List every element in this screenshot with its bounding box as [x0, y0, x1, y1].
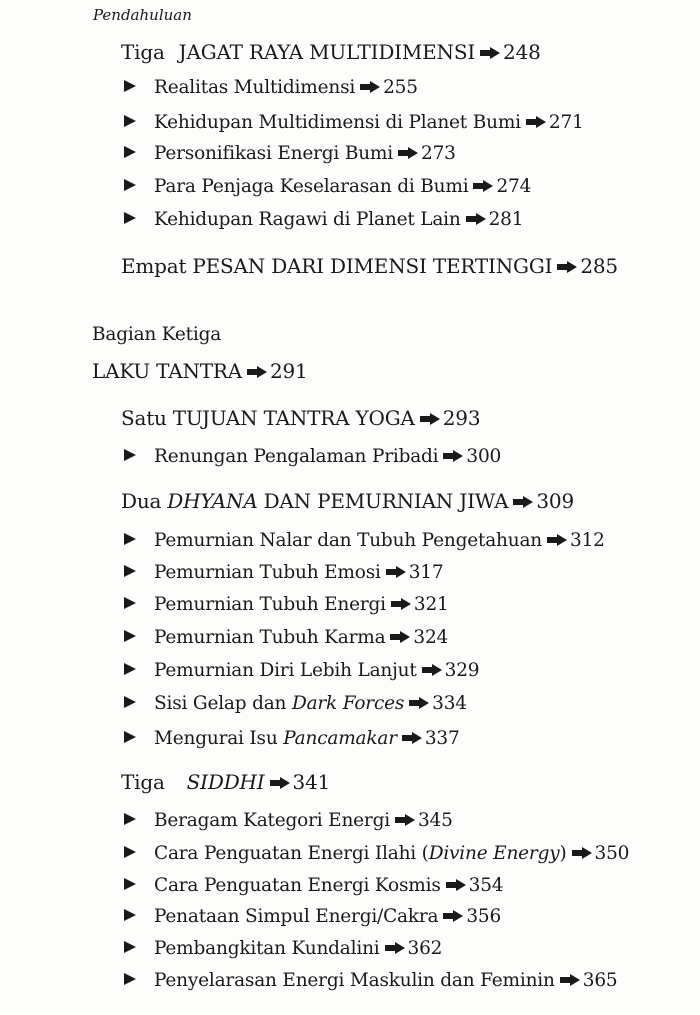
- toc-item[interactable]: [124, 176, 531, 197]
- toc-item[interactable]: [124, 906, 501, 927]
- toc-item[interactable]: [124, 810, 453, 831]
- bullet-icon: [124, 973, 136, 985]
- item-label: Para Penjaga Keselarasan di Bumi: [154, 176, 469, 197]
- item-label-italic: Dark Forces: [291, 693, 405, 714]
- page-number: 365: [582, 970, 618, 991]
- arrow-right-icon: [398, 147, 418, 159]
- item-label: Renungan Pengalaman Pribadi: [154, 446, 439, 467]
- item-label: Realitas Multidimensi: [154, 77, 356, 98]
- item-label-italic: Pancamakar: [283, 728, 397, 749]
- item-label: Pemurnian Tubuh Karma: [154, 627, 386, 648]
- toc-chapter-tujuan-tantra[interactable]: [121, 406, 480, 430]
- bullet-icon: [124, 630, 136, 642]
- item-label-tail: ): [559, 843, 567, 864]
- bullet-icon: [124, 846, 136, 858]
- arrow-right-icon: [386, 566, 406, 578]
- bullet-icon: [124, 146, 136, 158]
- arrow-right-icon: [391, 598, 411, 610]
- page-number: 341: [292, 770, 331, 794]
- toc-item[interactable]: [124, 627, 448, 648]
- arrow-right-icon: [572, 847, 592, 859]
- chapter-title-italic: DHYANA: [167, 489, 258, 513]
- item-label: Cara Penguatan Energi Kosmis: [154, 875, 441, 896]
- chapter-number: Dua: [121, 489, 162, 513]
- arrow-right-icon: [446, 879, 466, 891]
- bullet-icon: [124, 597, 136, 609]
- toc-chapter-pesan[interactable]: [121, 254, 618, 278]
- item-label: Pemurnian Nalar dan Tubuh Pengetahuan: [154, 530, 542, 551]
- bullet-icon: [124, 941, 136, 953]
- page-number: 300: [466, 446, 502, 467]
- item-label: Sisi Gelap dan: [154, 693, 287, 714]
- toc-item[interactable]: [124, 938, 442, 959]
- item-label: Pembangkitan Kundalini: [154, 938, 380, 959]
- item-label: Pemurnian Tubuh Energi: [154, 594, 386, 615]
- toc-item[interactable]: [124, 77, 418, 98]
- chapter-number: Satu: [121, 406, 167, 430]
- bullet-icon: [124, 212, 136, 224]
- page-number: 321: [413, 594, 449, 615]
- bullet-icon: [124, 878, 136, 890]
- chapter-number: Tiga: [121, 770, 165, 794]
- bullet-icon: [124, 179, 136, 191]
- bullet-icon: [124, 813, 136, 825]
- arrow-right-icon: [270, 777, 290, 789]
- chapter-number: Tiga: [121, 40, 165, 64]
- toc-chapter-siddhi[interactable]: [121, 770, 330, 794]
- page-number: 312: [570, 530, 605, 551]
- toc-item[interactable]: [124, 209, 523, 230]
- bullet-icon: [124, 533, 136, 545]
- page-number: 255: [383, 77, 418, 98]
- toc-item[interactable]: [124, 446, 501, 467]
- item-label: Personifikasi Energi Bumi: [154, 143, 393, 164]
- bullet-icon: [124, 909, 136, 921]
- page-number: 285: [580, 254, 618, 278]
- page-number: 337: [424, 728, 460, 749]
- chapter-title: PESAN DARI DIMENSI TERTINGGI: [192, 254, 553, 278]
- bullet-icon: [124, 696, 136, 708]
- page-number: 293: [442, 406, 481, 430]
- toc-chapter-jagat-raya[interactable]: [121, 40, 541, 64]
- page-number: 248: [503, 40, 541, 64]
- arrow-right-icon: [247, 366, 267, 378]
- toc-item[interactable]: [124, 660, 479, 681]
- arrow-right-icon: [402, 732, 422, 744]
- toc-item[interactable]: [124, 530, 605, 551]
- item-label: Penyelarasan Energi Maskulin dan Feminin: [154, 970, 555, 991]
- item-label: Cara Penguatan Energi Ilahi (: [154, 843, 429, 864]
- item-label: Kehidupan Multidimensi di Planet Bumi: [154, 112, 521, 133]
- item-label-italic: Divine Energy: [428, 843, 560, 864]
- page-number: 350: [594, 843, 630, 864]
- arrow-right-icon: [420, 413, 440, 425]
- arrow-right-icon: [466, 213, 486, 225]
- chapter-number: Empat: [121, 254, 187, 278]
- arrow-right-icon: [557, 261, 577, 273]
- arrow-right-icon: [526, 116, 546, 128]
- toc-item[interactable]: [124, 594, 449, 615]
- arrow-right-icon: [480, 47, 500, 59]
- part-title: LAKU TANTRA: [92, 359, 242, 383]
- arrow-right-icon: [547, 534, 567, 546]
- page-number: 273: [421, 143, 456, 164]
- toc-item[interactable]: [124, 143, 456, 164]
- chapter-title: JAGAT RAYA MULTIDIMENSI: [178, 40, 476, 64]
- item-label: Beragam Kategori Energi: [154, 810, 390, 831]
- item-label: Kehidupan Ragawi di Planet Lain: [154, 209, 461, 230]
- page-number: 317: [408, 562, 444, 583]
- part-label: Bagian Ketiga: [92, 324, 222, 345]
- toc-item[interactable]: [124, 112, 584, 133]
- arrow-right-icon: [443, 910, 463, 922]
- bullet-icon: [124, 115, 136, 127]
- arrow-right-icon: [443, 450, 463, 462]
- toc-item[interactable]: [124, 970, 617, 991]
- bullet-icon: [124, 663, 136, 675]
- page-number: 329: [444, 660, 480, 681]
- arrow-right-icon: [473, 180, 493, 192]
- chapter-title: TUJUAN TANTRA YOGA: [172, 406, 415, 430]
- chapter-title: DAN PEMURNIAN JIWA: [263, 489, 509, 513]
- toc-chapter-dhyana[interactable]: [121, 489, 574, 513]
- bullet-icon: [124, 80, 136, 92]
- toc-item[interactable]: [124, 728, 460, 749]
- item-label: Pemurnian Diri Lebih Lanjut: [154, 660, 417, 681]
- toc-item[interactable]: [124, 875, 503, 896]
- page-number: 334: [432, 693, 467, 714]
- item-label: Penataan Simpul Energi/Cakra: [154, 906, 439, 927]
- toc-item[interactable]: [124, 693, 467, 714]
- toc-item[interactable]: [124, 562, 443, 583]
- page-number: 274: [496, 176, 532, 197]
- chapter-title: SIDDHI: [186, 770, 265, 794]
- page-number: 291: [270, 359, 308, 383]
- page-number: 362: [407, 938, 443, 959]
- item-label: Pemurnian Tubuh Emosi: [154, 562, 381, 583]
- arrow-right-icon: [422, 664, 442, 676]
- arrow-right-icon: [513, 496, 533, 508]
- arrow-right-icon: [360, 81, 380, 93]
- arrow-right-icon: [385, 942, 405, 954]
- item-label: Mengurai Isu: [154, 728, 278, 749]
- toc-item[interactable]: [124, 843, 629, 864]
- bullet-icon: [124, 731, 136, 743]
- page-number: 324: [413, 627, 449, 648]
- arrow-right-icon: [390, 631, 410, 643]
- page-number: 356: [466, 906, 502, 927]
- toc-part-laku-tantra[interactable]: [92, 359, 308, 383]
- page-number: 309: [536, 489, 574, 513]
- running-header: Pendahuluan: [93, 6, 192, 24]
- page-number: 281: [488, 209, 524, 230]
- page-number: 354: [468, 875, 504, 896]
- bullet-icon: [124, 449, 136, 461]
- arrow-right-icon: [560, 974, 580, 986]
- arrow-right-icon: [395, 814, 415, 826]
- bullet-icon: [124, 565, 136, 577]
- arrow-right-icon: [409, 697, 429, 709]
- page-number: 345: [417, 810, 453, 831]
- page-number: 271: [548, 112, 584, 133]
